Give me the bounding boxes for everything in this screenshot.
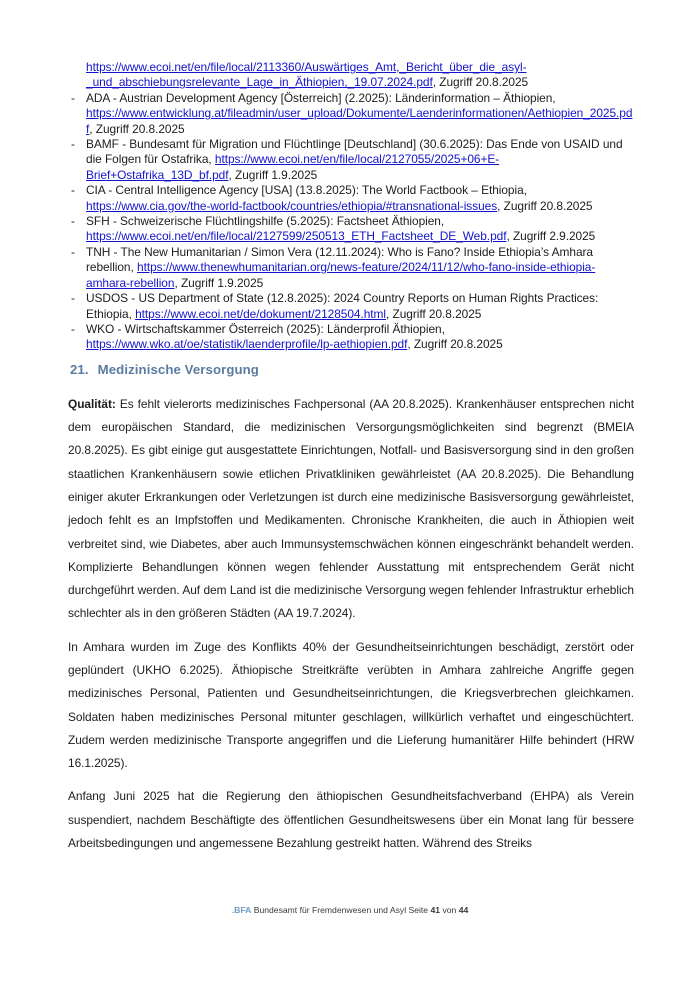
source-access-date: , Zugriff 20.8.2025 [407, 337, 503, 352]
page-number: 41 [430, 905, 441, 915]
source-text: USDOS - US Department of State (12.8.2025): 2024 Country Reports on Human Rights Practices: Ethiopia, [86, 291, 599, 321]
section-title: Medizinische Versorgung [97, 361, 259, 377]
source-text: TNH - The New Humanitarian / Simon Vera (12.11.2024): Who is Fano? Inside Ethiopia’s Amhara rebellion, [86, 244, 593, 275]
bfa-logo: BFA [234, 905, 252, 915]
source-link[interactable]: https://www.thenewhumanitarian.org/news-feature/2024/11/12/who-fano-inside-ethiopia-amhara-rebellion [86, 260, 596, 290]
source-link[interactable]: https://www.ecoi.net/de/dokument/2128504.html [135, 306, 386, 321]
source-list-item [68, 214, 634, 245]
section-heading [70, 362, 634, 377]
source-access-date: , Zugriff 2.9.2025 [506, 229, 596, 244]
bullet-dash: - [71, 90, 75, 105]
source-access-date: , Zugriff 20.8.2025 [432, 75, 529, 90]
bullet-dash: - [71, 137, 75, 152]
source-list-item [68, 183, 634, 214]
source-text: ADA - Austrian Development Agency [Österreich] (2.2025): Länderinformation – Äthiopien, [86, 90, 556, 105]
footer-office-name: Bundesamt für Fremdenwesen und Asyl [253, 905, 407, 915]
footer-of-label: von [442, 905, 457, 915]
source-link[interactable]: https://www.ecoi.net/en/file/local/2127599/250513_ETH_Factsheet_DE_Web.pdf [86, 229, 507, 244]
footer-page-label: Seite [408, 905, 429, 915]
source-list-continuation [86, 60, 634, 91]
paragraph-text: Anfang Juni 2025 hat die Regierung den äthiopischen Gesundheitsfachverband (EHPA) als Verein suspendiert, nachdem Beschäftigte des öffentlichen Gesundheitswesens über ein Monat lang für bessere Arbeitsbedingungen und angemessene Bezahlung gestreikt hatten. Während des Streiks [68, 789, 634, 851]
source-access-date: , Zugriff 1.9.2025 [174, 275, 264, 290]
bfa-logo-dot: . [231, 905, 235, 915]
bullet-dash: - [71, 214, 75, 229]
source-access-date: , Zugriff 20.8.2025 [386, 306, 482, 321]
source-list-item [68, 137, 634, 183]
source-list-item [68, 91, 634, 137]
bullet-dash: - [71, 244, 75, 259]
source-link[interactable]: https://www.cia.gov/the-world-factbook/countries/ethiopia/#transnational-issues [86, 198, 498, 213]
source-link[interactable]: https://www.ecoi.net/en/file/local/2113360/Auswärtiges_Amt,_Bericht_über_die_asyl-_und_abschiebungsrelevante_Lage_in_Äthiopien,_19.07.2024.pdf [86, 60, 527, 90]
paragraph-text: In Amhara wurden im Zuge des Konflikts 40% der Gesundheitseinrichtungen beschädigt, zerstört oder geplündert (UKHO 6.2025). Äthiopische Streitkräfte verübten in Amhara zahlreiche Angriffe gegen medizinisches Personal, Patienten und Gesundheitseinrichtungen, die Kriegsverbrechen gleichkamen. Soldaten haben medizinisches Personal mitunter geschlagen, willkürlich verhaftet und eingeschüchtert. Zudem werden medizinische Transporte angegriffen und die Lieferung humanitärer Hilfe behindert (HRW 16.1.2025). [68, 639, 634, 771]
paragraph-amhara [68, 636, 634, 776]
paragraph-text: Es fehlt vielerorts medizinisches Fachpersonal (AA 20.8.2025). Krankenhäuser entsprechen nicht dem europäischen Standard, die medizinischen Versorgungsmöglichkeiten sind begrenzt (BMEIA 20.8.2025). Es gibt einige gut ausgestattete Einrichtungen, Notfall- und Basisversorgung sind in den großen staatlichen Krankenhäusern sowie etlichen Privatkliniken gewährleistet (AA 20.8.2025). Die Behandlung einiger akuter Erkrankungen oder Verletzungen ist durch eine medizinische Basisversorgung gewährleistet, jedoch fehlt es an Impfstoffen und Medikamenten. Chronische Krankheiten, die auch in Äthiopien weit verbreitet sind, wie Diabetes, aber auch Immunsystemschwächen können eingeschränkt behandelt werden. Komplizierte Behandlungen können wegen fehlender Ausstattung mit entsprechendem Gerät nicht durchgeführt werden. Auf dem Land ist die medizinische Versorgung wegen fehlender Infrastruktur erheblich schlechter als in den größeren Städten (AA 19.7.2024). [68, 396, 634, 621]
paragraph-ehpa [68, 785, 634, 855]
source-text: BAMF - Bundesamt für Migration und Flüchtlinge [Deutschland] (30.6.2025): Das Ende von USAID und die Folgen für Ostafrika, [86, 137, 623, 167]
source-access-date: , Zugriff 20.8.2025 [89, 121, 185, 136]
source-text: SFH - Schweizerische Flüchtlingshilfe (5.2025): Factsheet Äthiopien, [86, 214, 445, 229]
source-list-item [68, 245, 634, 291]
source-list-item [68, 322, 634, 353]
source-text: CIA - Central Intelligence Agency [USA] (13.8.2025): The World Factbook – Ethiopia, [86, 183, 527, 198]
page-total: 44 [458, 905, 469, 915]
source-access-date: , Zugriff 20.8.2025 [497, 198, 593, 213]
bullet-dash: - [71, 321, 75, 336]
source-text: WKO - Wirtschaftskammer Österreich (2025): Länderprofil Äthiopien, [86, 321, 445, 336]
bullet-dash: - [71, 183, 75, 198]
page-footer [0, 905, 700, 915]
source-list-item [68, 291, 634, 322]
source-link[interactable]: https://www.wko.at/oe/statistik/laenderprofile/lp-aethiopien.pdf [86, 337, 408, 352]
paragraph-lead-bold: Qualität: [68, 396, 116, 411]
source-list [68, 91, 634, 353]
paragraph-quality [68, 393, 634, 626]
section-number: 21. [70, 361, 89, 377]
bullet-dash: - [71, 291, 75, 306]
source-access-date: , Zugriff 1.9.2025 [228, 167, 318, 182]
source-link[interactable]: https://www.ecoi.net/en/file/local/2127055/2025+06+E-Brief+Ostafrika_13D_bf.pdf [86, 152, 500, 182]
source-link[interactable]: https://www.entwicklung.at/fileadmin/user_upload/Dokumente/Laenderinformationen/Aethiopien_2025.pdf [86, 106, 633, 136]
